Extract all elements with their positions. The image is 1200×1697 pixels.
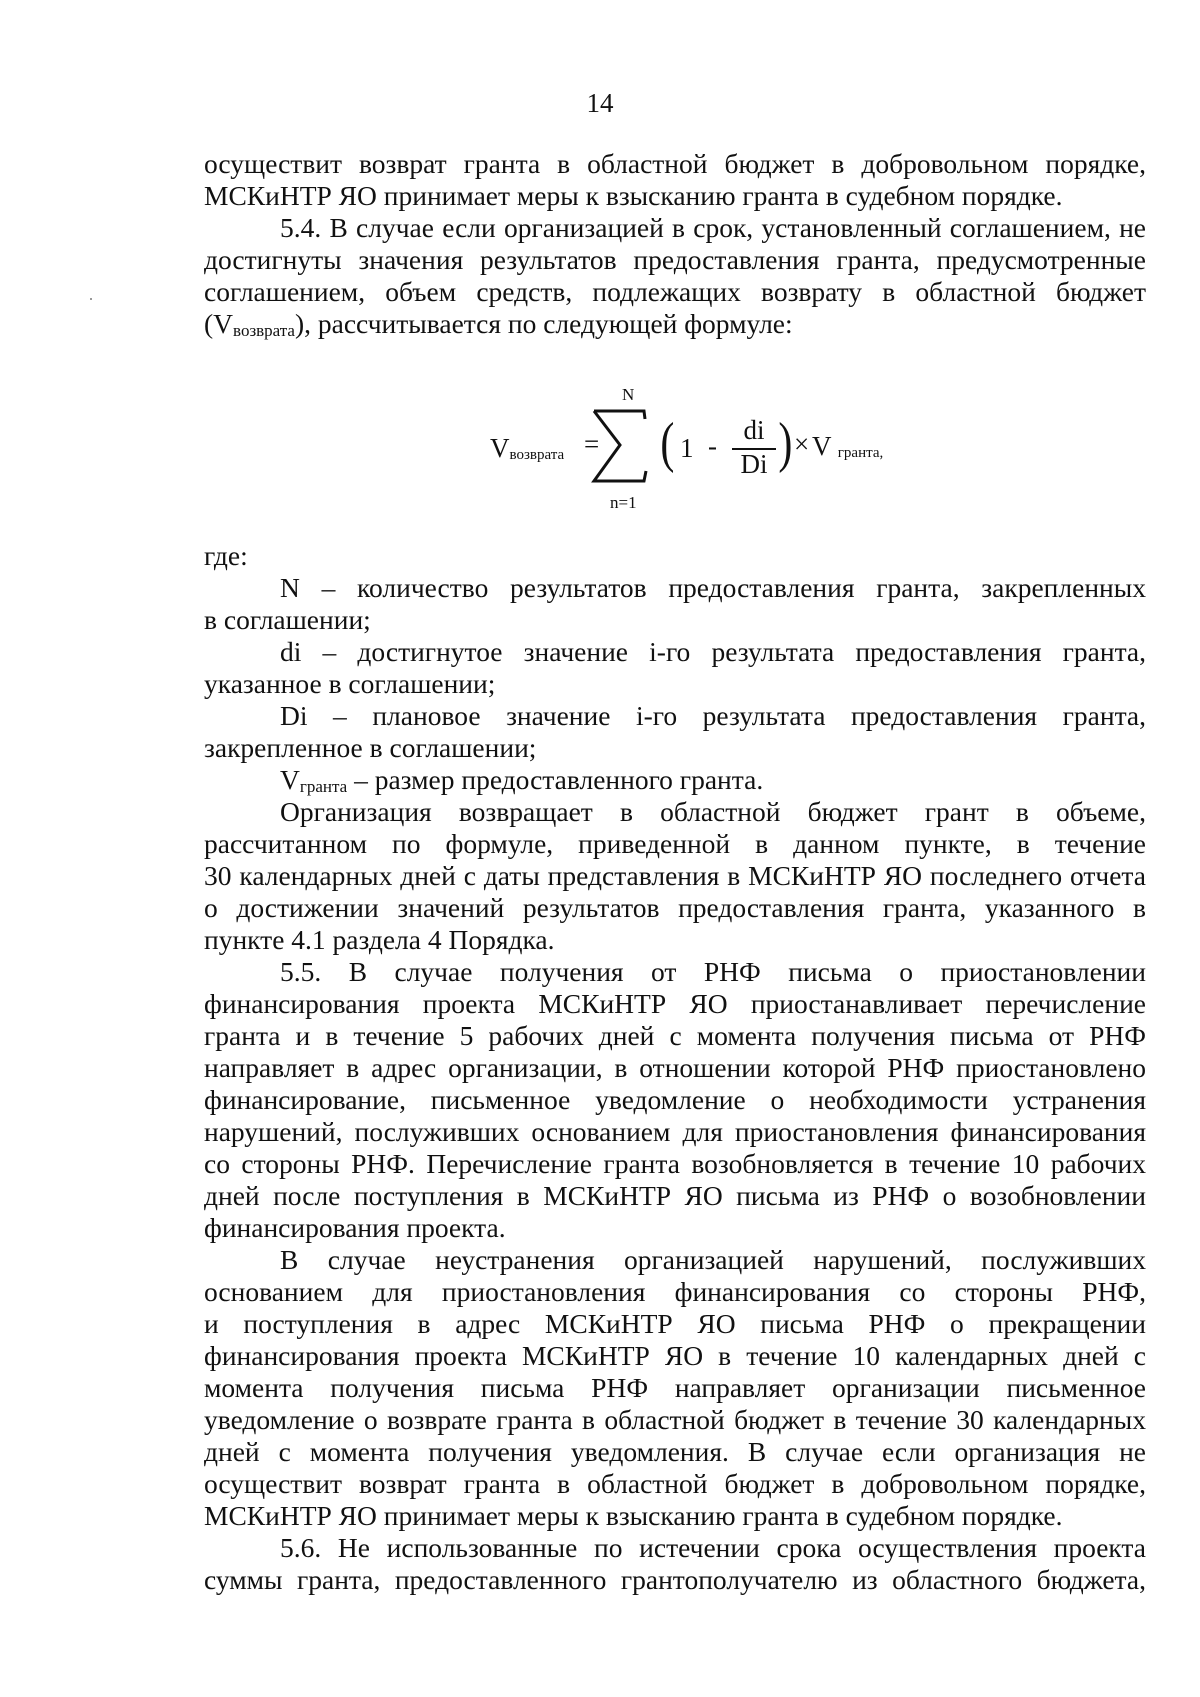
text-line: указанное в соглашении; [204, 668, 496, 699]
inline-v: (V [204, 308, 234, 339]
page-number: 14 [586, 88, 614, 118]
text-line: Di – плановое значение i-го результата предоставления гранта, [280, 700, 1146, 731]
text-line: со стороны РНФ. Перечисление гранта возобновляется в течение 10 рабочих [204, 1148, 1146, 1179]
text-line: момента получения письма РНФ направляет организации письменное [204, 1372, 1146, 1403]
return-formula [490, 385, 910, 520]
text-line: о достижении значений результатов предоставления гранта, указанного в [204, 892, 1146, 923]
sum-upper-limit: N [622, 385, 635, 404]
text-line: рассчитанном по формуле, приведенной в данном пункте, в течение [204, 828, 1146, 859]
text-line: N – количество результатов предоставления гранта, закрепленных [280, 572, 1146, 603]
formula-rhs [812, 431, 883, 462]
text-line: направляет в адрес организации, в отношении которой РНФ приостановлено [204, 1052, 1146, 1083]
text-line: дней после поступления в МСКиНТР ЯО письма из РНФ о возобновлении [204, 1180, 1146, 1211]
text-line [204, 308, 1146, 347]
text-line: финансирования проекта МСКиНТР ЯО приостанавливает перечисление [204, 988, 1146, 1019]
summation-sign-icon [590, 405, 650, 485]
inline-rest: – размер предоставленного гранта. [347, 764, 764, 795]
text-line: осуществит возврат гранта в областной бюджет в добровольном порядке, [204, 1468, 1146, 1499]
formula-equals: = [584, 429, 600, 459]
formula-one: 1 [680, 433, 694, 463]
left-paren-icon: ( [660, 412, 675, 474]
text-line: закрепленное в соглашении; [204, 732, 537, 763]
text-line: финансирования проекта. [204, 1212, 506, 1243]
text-line: осуществит возврат гранта в областной бюджет в добровольном порядке, [204, 148, 1146, 179]
text-line: достигнуты значения результатов предоставления гранта, предусмотренные [204, 244, 1146, 275]
text-line: 5.4. В случае если организацией в срок, установленный соглашением, не [280, 212, 1146, 243]
right-paren-icon: ) [778, 412, 793, 474]
formula-rhs-v: V [812, 431, 832, 461]
text-line: пункте 4.1 раздела 4 Порядка. [204, 924, 555, 955]
sum-lower-limit: n=1 [610, 493, 637, 512]
text-line: МСКиНТР ЯО принимает меры к взысканию гранта в судебном порядке. [204, 1500, 1063, 1531]
text-line: уведомление о возврате гранта в областной бюджет в течение 30 календарных [204, 1404, 1146, 1435]
text-line: Организация возвращает в областной бюджет грант в объеме, [280, 796, 1146, 827]
formula-times: × [794, 429, 810, 459]
text-line: где: [204, 540, 248, 571]
text-line: МСКиНТР ЯО принимает меры к взысканию гранта в судебном порядке. [204, 180, 1063, 211]
text-line: финансирования проекта МСКиНТР ЯО в течение 10 календарных дней с [204, 1340, 1146, 1371]
fraction-numerator: di [743, 415, 765, 445]
inline-v-sub: гранта [299, 777, 348, 796]
fraction-denominator: Di [740, 449, 768, 479]
formula-minus: - [708, 431, 717, 461]
text-line: основанием для приостановления финансирования со стороны РНФ, [204, 1276, 1146, 1307]
text-line: В случае неустранения организацией нарушений, послуживших [280, 1244, 1146, 1275]
inline-v: V [280, 764, 300, 795]
inline-rest: ), рассчитывается по следующей формуле: [294, 308, 793, 339]
text-line: суммы гранта, предоставленного грантополучателю из областного бюджета, [204, 1564, 1146, 1595]
formula-rhs-sub: гранта, [837, 445, 884, 461]
inline-v-sub: возврата [233, 321, 295, 340]
text-line: дней с момента получения уведомления. В случае если организация не [204, 1436, 1146, 1467]
text-line: гранта и в течение 5 рабочих дней с момента получения письма от РНФ [204, 1020, 1146, 1051]
text-line: и поступления в адрес МСКиНТР ЯО письма РНФ о прекращении [204, 1308, 1146, 1339]
formula-lhs [490, 433, 564, 464]
text-line: 5.5. В случае получения от РНФ письма о приостановлении [280, 956, 1146, 987]
text-line: финансирование, письменное уведомление о необходимости устранения [204, 1084, 1146, 1115]
text-line: нарушений, послуживших основанием для приостановления финансирования [204, 1116, 1146, 1147]
formula-lhs-v: V [490, 433, 510, 463]
text-line: 5.6. Не использованные по истечении срока осуществления проекта [280, 1532, 1146, 1563]
text-line: в соглашении; [204, 604, 371, 635]
text-line: соглашением, объем средств, подлежащих возврату в областной бюджет [204, 276, 1146, 307]
formula-lhs-sub: возврата [509, 447, 565, 463]
scan-speck [90, 298, 92, 300]
text-line: di – достигнутое значение i-го результата предоставления гранта, [280, 636, 1146, 667]
text-line: 30 календарных дней с даты представления в МСКиНТР ЯО последнего отчета [204, 860, 1146, 891]
